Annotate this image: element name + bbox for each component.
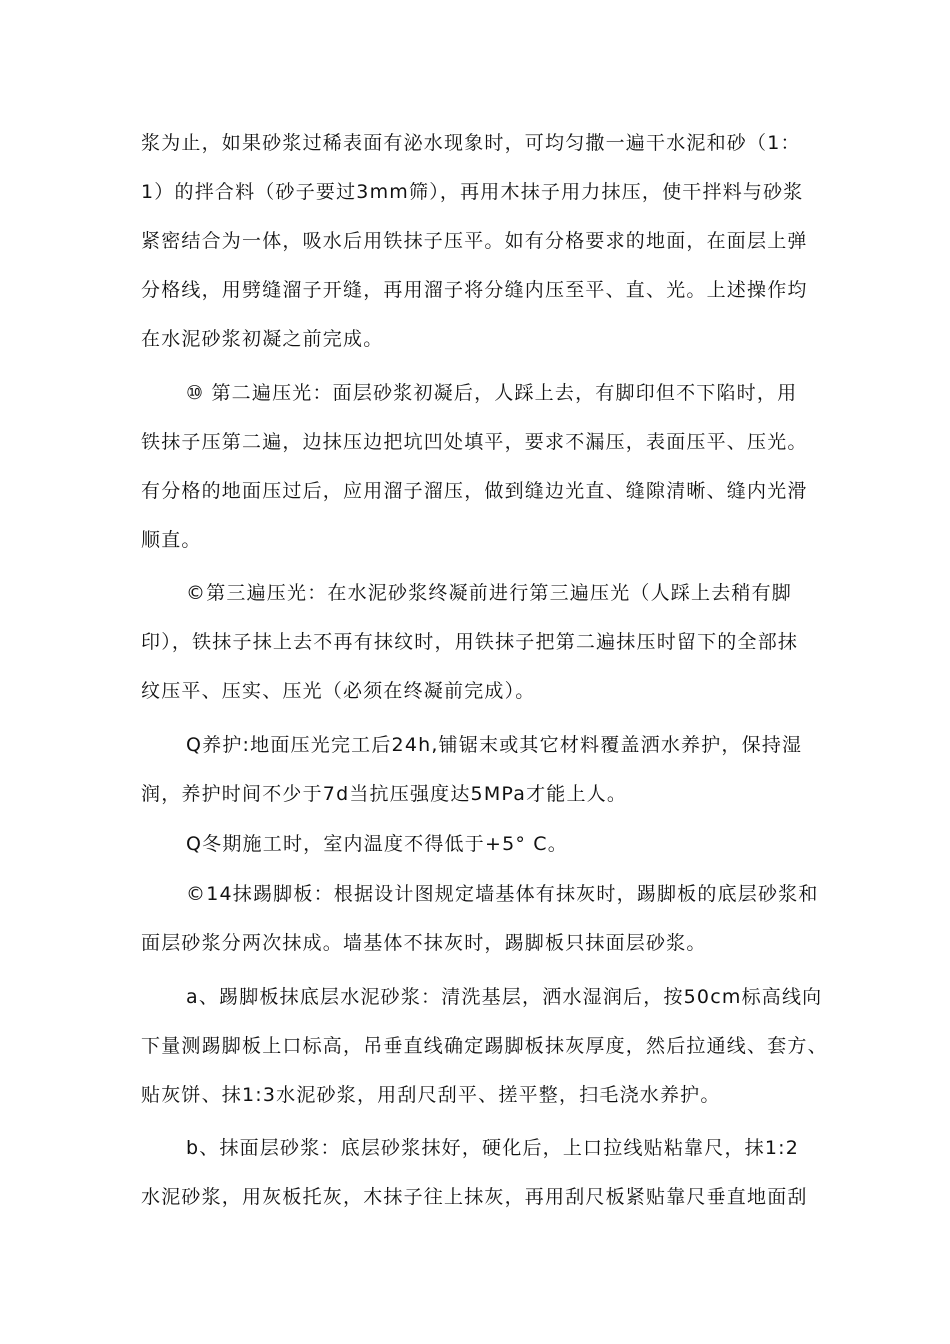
text-line: a、踢脚板抹底层水泥砂浆：清洗基层，洒水湿润后，按50cm标高线向	[186, 986, 823, 1008]
text-line: 下量测踢脚板上口标高，吊垂直线确定踢脚板抹灰厚度，然后拉通线、套方、	[141, 1035, 828, 1057]
text-line: 铁抹子压第二遍，边抹压边把坑凹处填平，要求不漏压，表面压平、压光。	[141, 431, 808, 453]
text-line: ⑩ 第二遍压光：面层砂浆初凝后，人踩上去，有脚印但不下陷时，用	[186, 382, 798, 404]
text-line: 水泥砂浆，用灰板托灰，木抹子往上抹灰，再用刮尺板紧贴靠尺垂直地面刮	[141, 1186, 808, 1208]
text-line: 润，养护时间不少于7d当抗压强度达5MPa才能上人。	[141, 783, 628, 805]
text-line: ©第三遍压光：在水泥砂浆终凝前进行第三遍压光（人踩上去稍有脚	[186, 582, 793, 604]
text-line: 分格线，用劈缝溜子开缝，再用溜子将分缝内压至平、直、光。上述操作均	[141, 279, 808, 301]
text-line: b、抹面层砂浆：底层砂浆抹好，硬化后，上口拉线贴粘靠尺，抹1:2	[186, 1137, 800, 1159]
text-line: 面层砂浆分两次抹成。墙基体不抹灰时，踢脚板只抹面层砂浆。	[141, 932, 707, 954]
text-line: 紧密结合为一体，吸水后用铁抹子压平。如有分格要求的地面，在面层上弹	[141, 230, 808, 252]
text-line: 顺直。	[141, 529, 202, 551]
text-line: Q养护:地面压光完工后24h,铺锯末或其它材料覆盖洒水养护，保持湿	[186, 734, 803, 756]
text-line: Q冬期施工时，室内温度不得低于+5° C。	[186, 833, 568, 855]
text-line: 浆为止，如果砂浆过稀表面有泌水现象时，可均匀撒一遍干水泥和砂（1：	[141, 132, 801, 154]
text-line: 纹压平、压实、压光（必须在终凝前完成）。	[141, 680, 536, 702]
text-line: 贴灰饼、抹1:3水泥砂浆，用刮尺刮平、搓平整，扫毛浇水养护。	[141, 1084, 721, 1106]
text-line: ©14抹踢脚板：根据设计图规定墙基体有抹灰时，踢脚板的底层砂浆和	[186, 883, 819, 905]
text-line: 印），铁抹子抹上去不再有抹纹时，用铁抹子把第二遍抹压时留下的全部抹	[141, 631, 799, 653]
text-line: 1）的拌合料（砂子要过3mm筛），再用木抹子用力抹压，使干拌料与砂浆	[141, 181, 804, 203]
text-line: 在水泥砂浆初凝之前完成。	[141, 328, 384, 350]
text-line: 有分格的地面压过后，应用溜子溜压，做到缝边光直、缝隙清晰、缝内光滑	[141, 480, 808, 502]
